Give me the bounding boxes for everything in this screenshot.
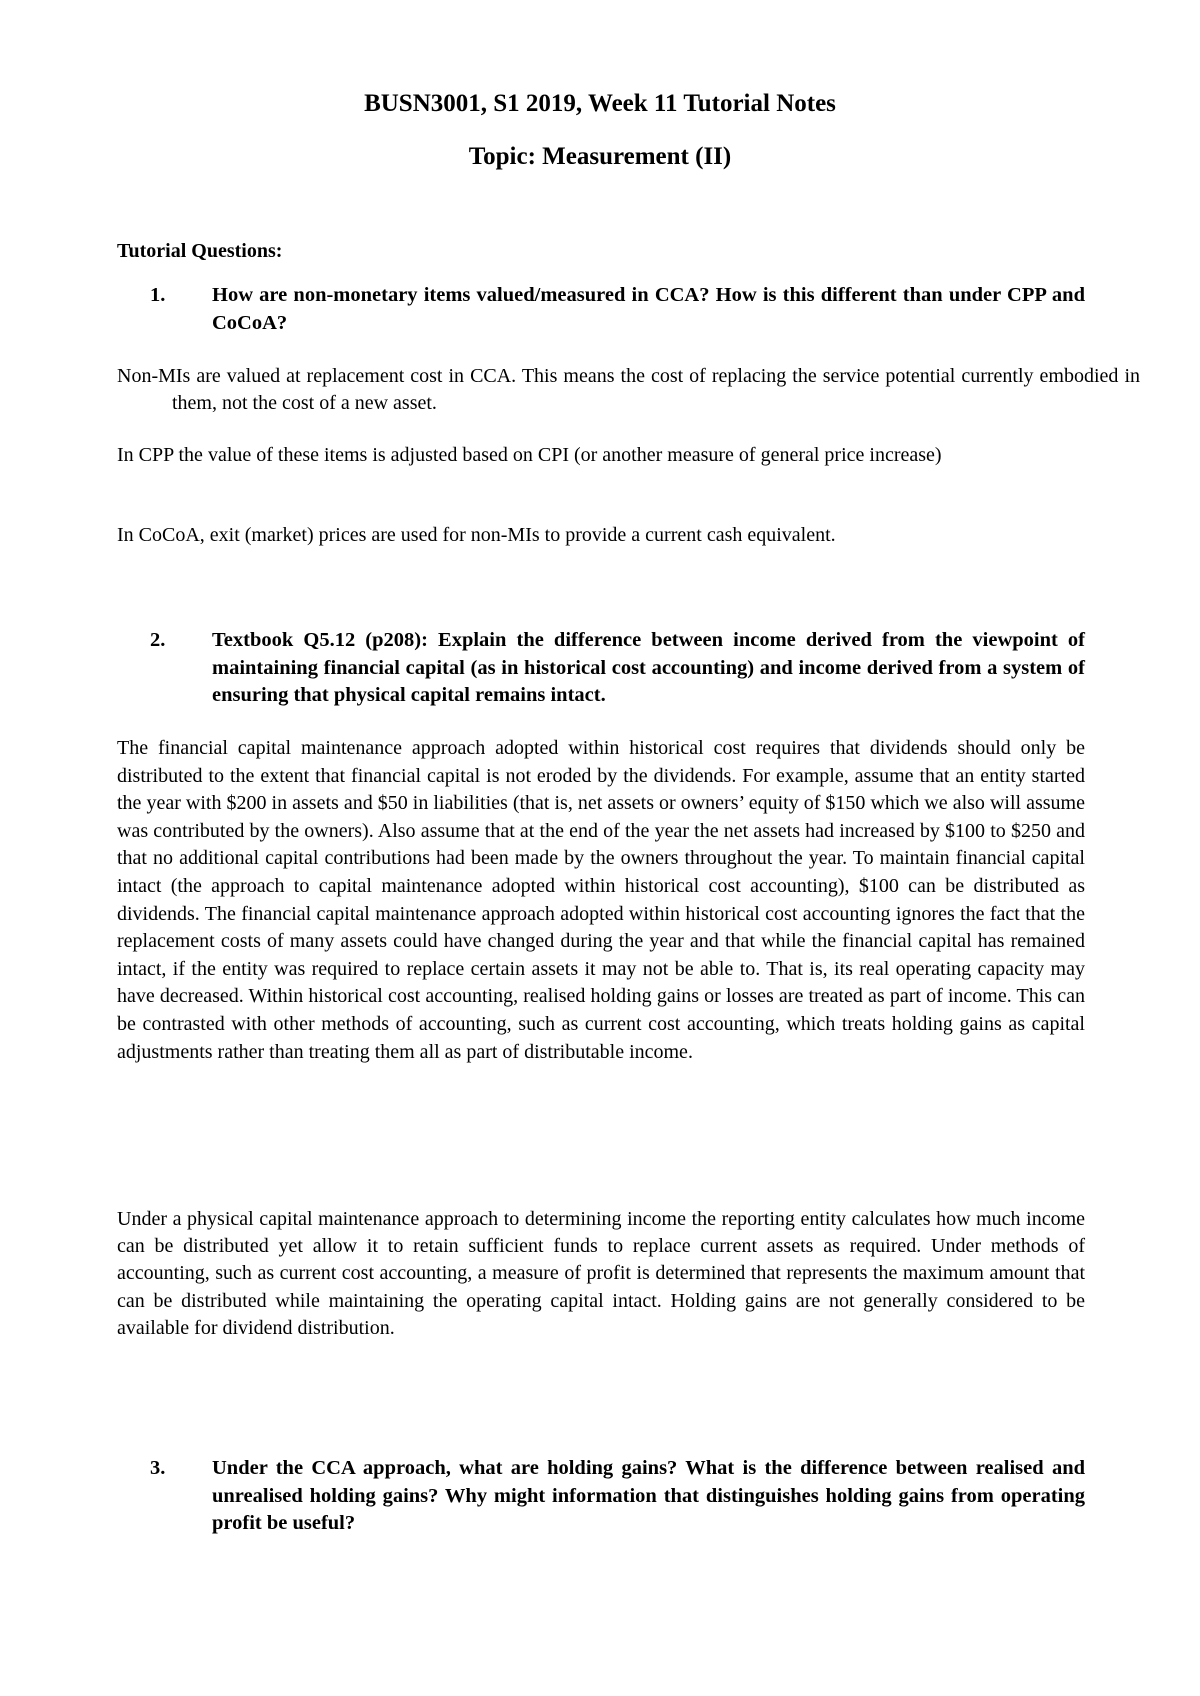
- question-number: 2.: [150, 629, 166, 651]
- answer-paragraph: In CoCoA, exit (market) prices are used for non-MIs to provide a current cash equivalent.: [117, 524, 836, 546]
- question-2: [150, 627, 1085, 710]
- document-topic: Topic: Measurement (II): [468, 143, 732, 170]
- question-text: Under the CCA approach, what are holding gains? What is the difference between realised and unrealised holding gains? Why might information that distinguishes holding gains from operating profit be useful?: [212, 1457, 1085, 1534]
- answer-paragraph: Non-MIs are valued at replacement cost in CCA. This means the cost of replacing the service potential currently embodied in them, not the cost of a new asset.: [117, 365, 1140, 414]
- question-1: [150, 282, 1085, 337]
- document-title: BUSN3001, S1 2019, Week 11 Tutorial Notes: [364, 90, 836, 117]
- answer-paragraph: Under a physical capital maintenance approach to determining income the reporting entity calculates how much income can be distributed yet allow it to retain sufficient funds to replace current assets as required. Under methods of accounting, such as current cost accounting, a measure of profit is determined that represents the maximum amount that can be distributed while maintaining the operating capital intact. Holding gains are not generally considered to be available for dividend distribution.: [117, 1208, 1085, 1339]
- section-label: Tutorial Questions:: [117, 240, 283, 262]
- question-text: Textbook Q5.12 (p208): Explain the difference between income derived from the viewpoint of maintaining financial capital (as in historical cost accounting) and income derived from a system of ensuring that physical capital remains intact.: [212, 629, 1085, 706]
- answer-paragraph: The financial capital maintenance approach adopted within historical cost requires that dividends should only be distributed to the extent that financial capital is not eroded by the dividends. For example, assume that an entity started the year with $200 in assets and $50 in liabilities (that is, net assets or owners’ equity of $150 which we also will assume was contributed by the owners). Also assume that at the end of the year the net assets had increased by $100 to $250 and that no additional capital contributions had been made by the owners throughout the year. To maintain financial capital intact (the approach to capital maintenance adopted within historical cost accounting), $100 can be distributed as dividends. The financial capital maintenance approach adopted within historical cost accounting ignores the fact that the replacement costs of many assets could have changed during the year and that while the financial capital has remained intact, if the entity was required to replace certain assets it may not be able to. That is, its real operating capacity may have decreased. Within historical cost accounting, realised holding gains or losses are treated as part of income. This can be contrasted with other methods of accounting, such as current cost accounting, which treats holding gains as capital adjustments rather than treating them all as part of distributable income.: [117, 737, 1085, 1063]
- answer-paragraph: In CPP the value of these items is adjusted based on CPI (or another measure of general price increase): [117, 444, 942, 466]
- question-number: 3.: [150, 1457, 166, 1479]
- question-text: How are non-monetary items valued/measured in CCA? How is this different than under CPP and CoCoA?: [212, 284, 1085, 334]
- question-3: [150, 1455, 1085, 1538]
- question-number: 1.: [150, 284, 166, 306]
